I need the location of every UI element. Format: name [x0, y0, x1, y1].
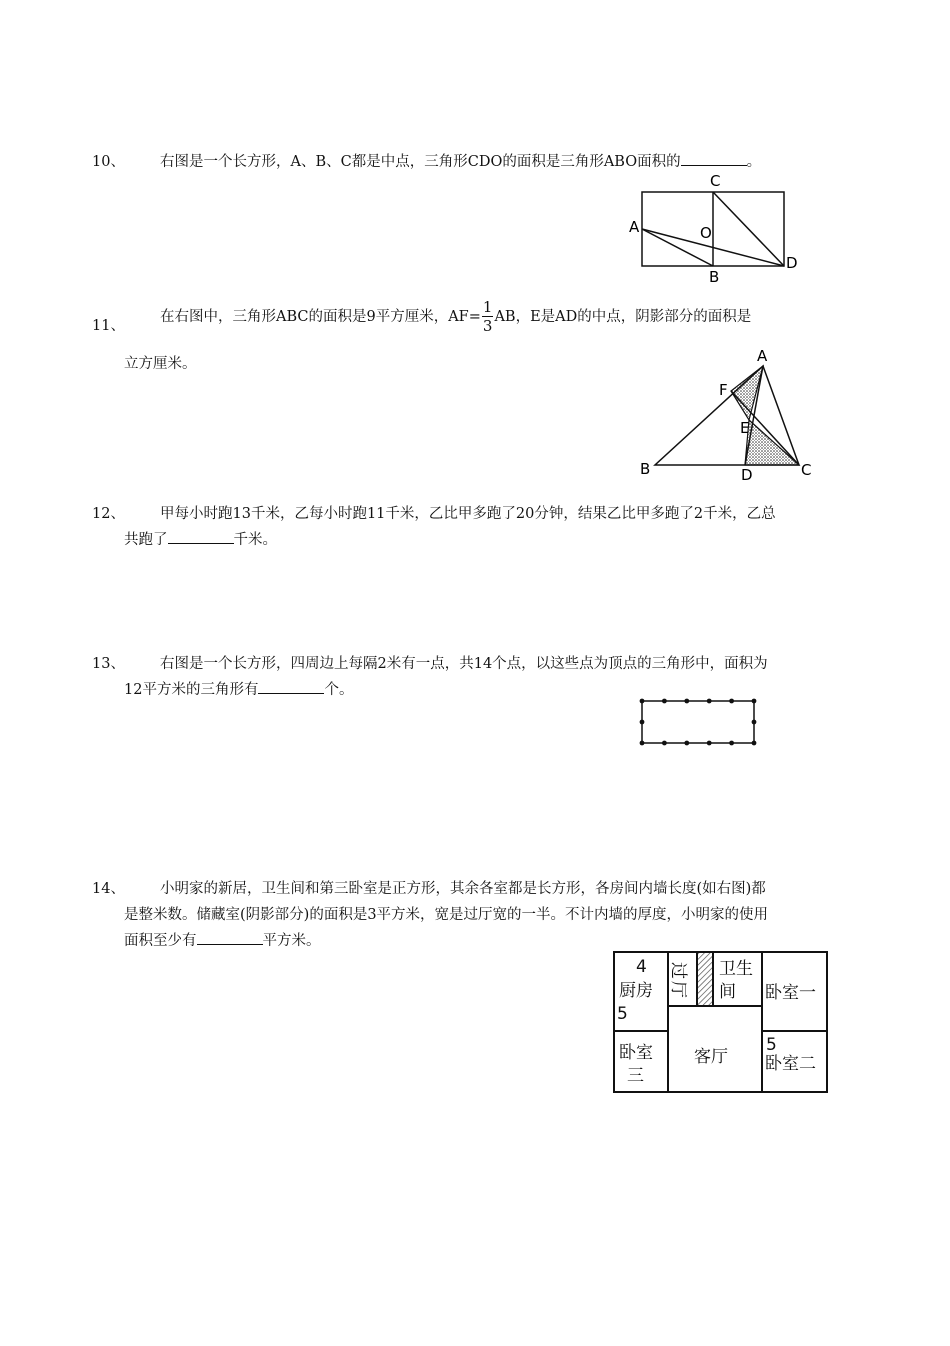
problem-13-text-line1: 右图是一个长方形，四周边上每隔2米有一点，共14个点，以这些点为顶点的三角形中，面积为 [160, 656, 768, 672]
label-c: C [710, 172, 721, 190]
label-b: B [640, 460, 651, 478]
segment-c-d [713, 192, 784, 266]
problem-12-answer-blank[interactable] [168, 529, 234, 544]
bedroom-three-label-1: 卧室 [619, 1043, 653, 1063]
label-a: A [629, 218, 640, 236]
problem-13-text-a: 12平方米的三角形有 [124, 682, 259, 698]
problem-10-number: 10、 [92, 154, 125, 170]
living-room-label: 客厅 [694, 1047, 728, 1067]
kitchen-label: 厨房 [619, 981, 653, 1001]
point [684, 699, 689, 704]
point [707, 741, 712, 746]
label-c: C [801, 461, 812, 479]
storage-room-shaded [697, 952, 713, 1006]
hall-label-2: 厅 [668, 981, 688, 998]
problem-12-text-line1: 甲每小时跑13千米，乙每小时跑11千米，乙比甲多跑了20分钟，结果乙比甲多跑了2千米，乙总 [160, 506, 776, 522]
problem-11-figure [635, 345, 825, 484]
bedroom-two-dimension: 5 [766, 1035, 777, 1055]
bathroom-label-2: 间 [719, 982, 736, 1002]
problem-13-text-line2 [124, 678, 353, 699]
problem-14-answer-blank[interactable] [197, 930, 263, 945]
label-b: B [709, 268, 720, 286]
point [640, 699, 645, 704]
problem-13-answer-blank[interactable] [258, 679, 324, 694]
fraction-one-third [482, 300, 494, 334]
problem-10-text-b: 。 [746, 154, 762, 170]
problem-14-floorplan [610, 945, 832, 1097]
point [662, 741, 667, 746]
point [752, 741, 757, 746]
problem-12-number: 12、 [92, 506, 125, 522]
problem-14-text-a: 面积至少有 [124, 933, 197, 949]
point [729, 699, 734, 704]
kitchen-dimension-bottom: 5 [617, 1004, 628, 1024]
point [640, 741, 645, 746]
label-d: D [786, 254, 798, 272]
problem-13-text-b: 个。 [324, 682, 354, 698]
label-f: F [719, 381, 728, 399]
problem-11-text-line1 [160, 300, 751, 334]
label-a: A [757, 347, 768, 365]
bedroom-three-label-2: 三 [627, 1066, 644, 1086]
problem-10-answer-blank[interactable] [681, 151, 747, 166]
problem-11-text-line2: 立方厘米。 [124, 356, 197, 372]
hall-label-1: 过 [668, 962, 688, 979]
problem-10-figure [620, 170, 810, 285]
problem-11-text-b: AB，E是AD的中点，阴影部分的面积是 [494, 309, 752, 325]
rectangle-points [640, 699, 757, 746]
point [640, 720, 645, 725]
point [752, 720, 757, 725]
point [684, 741, 689, 746]
fraction-numerator: 1 [482, 298, 493, 316]
point [752, 699, 757, 704]
kitchen-dimension-top: 4 [636, 957, 647, 977]
point [662, 699, 667, 704]
problem-10-text [160, 150, 761, 171]
problem-10-text-a: 右图是一个长方形，A、B、C都是中点，三角形CDO的面积是三角形ABO面积的 [160, 154, 681, 170]
problem-14-text-line3 [124, 929, 321, 950]
problem-13-number: 13、 [92, 656, 125, 672]
problem-14-number: 14、 [92, 881, 125, 897]
problem-12-text-a: 共跑了 [124, 532, 168, 548]
problem-12-text-b: 千米。 [233, 532, 277, 548]
label-o: O [700, 224, 712, 242]
bedroom-one-label: 卧室一 [765, 983, 816, 1003]
bathroom-label-1: 卫生 [719, 959, 753, 979]
problem-14-text-line1: 小明家的新居，卫生间和第三卧室是正方形，其余各室都是长方形，各房间内墙长度(如右图)都 [160, 881, 766, 897]
problem-13-figure [636, 695, 761, 751]
label-e: E [740, 419, 750, 437]
label-d: D [741, 466, 753, 484]
fraction-denominator: 3 [482, 317, 493, 335]
problem-12-text-line2 [124, 528, 277, 549]
bedroom-two-label: 卧室二 [765, 1054, 816, 1074]
problem-14-text-b: 平方米。 [262, 933, 321, 949]
point [707, 699, 712, 704]
point [729, 741, 734, 746]
dotted-rectangle [642, 701, 754, 743]
problem-11-text-a: 在右图中，三角形ABC的面积是9平方厘米，AF= [160, 309, 481, 325]
problem-11-number: 11、 [92, 318, 125, 334]
problem-14-text-line2: 是整米数。储藏室(阴影部分)的面积是3平方米，宽是过厅宽的一半。不计内墙的厚度，小明家的使用 [124, 907, 769, 923]
